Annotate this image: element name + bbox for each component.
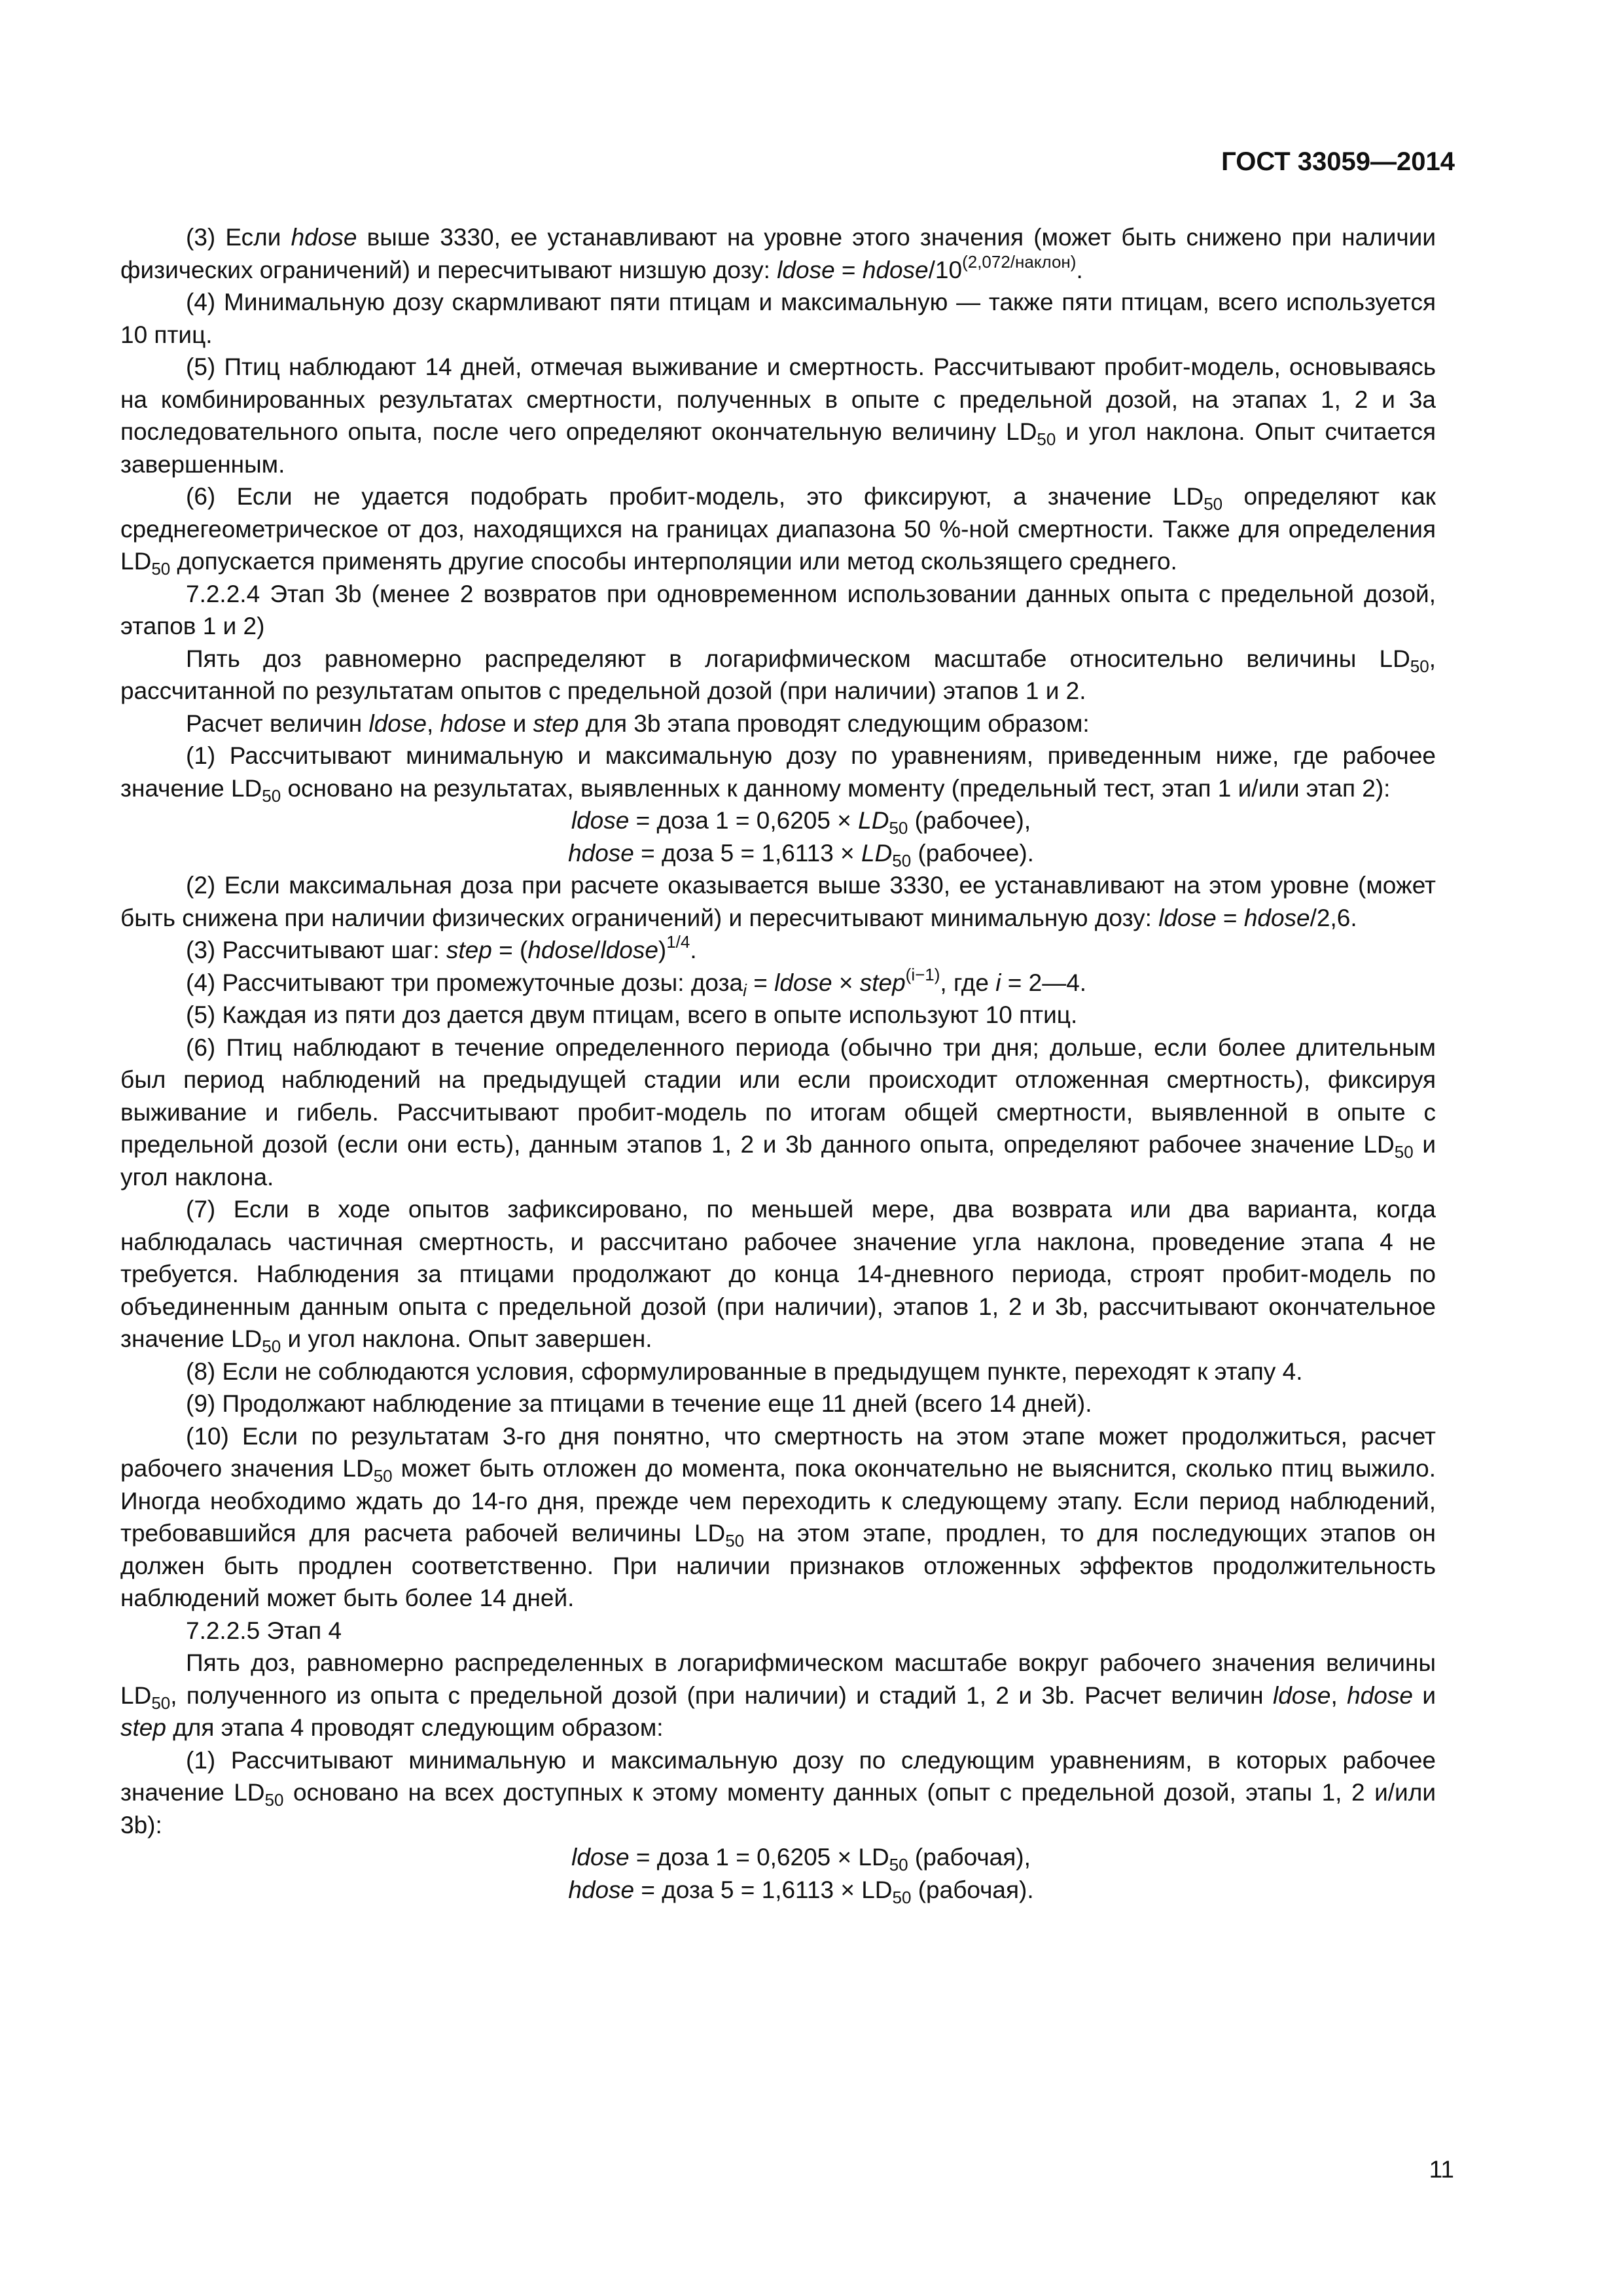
paragraph-3b-item10: (10) Если по результатам 3-го дня понятно, что смертность на этом этапе может продолжиться, расчет рабочего значения $LD_{50}$ может быть отложен до момента, пока окончательно не выяснится, сколько птиц выжило. Иногда необходимо ждать до 14-го дня, прежде чем переходить к следующему этапу. Если период наблюдений, требовавшийся для расчета рабочей величины $LD_{50}$ на этом этапе, продлен, то для последующих этапов он должен быть продлен соответственно. При наличии признаков отложенных эффектов продолжительность наблюдений может быть более 14 дней. [120,1422,1436,1611]
paragraph-3b-item9: (9) Продолжают наблюдение за птицами в течение еще 11 дней (всего 14 дней). [186,1390,1092,1417]
page-body [120,221,1436,1906]
paragraph-3b-item1: (1) Рассчитывают минимальную и максимальную дозу по уравнениям, приведенным ниже, где рабочее значение $LD_{50}$ основано на результатах, выявленных к данному моменту (предельный тест, этап 1 и/или этап 2): [120,742,1436,806]
paragraph-3b-item2: (2) Если максимальная доза при расчете оказывается выше 3330, ее устанавливают на этом уровне (может быть снижена при наличии физических ограничений) и пересчитывают минимальную дозу: ldose = hdose/2,6. [120,872,1436,931]
paragraph-step3-item4: (4) Минимальную дозу скармливают пяти птицам и максимальную — также пяти птицам, всего используется 10 птиц. [120,289,1436,348]
paragraph-3b-item7: (7) Если в ходе опытов зафиксировано, по меньшей мере, два возврата или два варианта, когда наблюдалась частичная смертность, и рассчитано рабочее значение угла наклона, проведение этапа 4 не требуется. Наблюдения за птицами продолжают до конца 14-дневного периода, строят пробит-модель по объединенным данным опыта с предельной дозой (при наличии), этапов 1, 2 и 3b, рассчитывают окончательное значение $LD_{50}$ и угол наклона. Опыт завершен. [120,1196,1436,1356]
formula-step4-ldose: ldose = доза $1 = 0,6205 \times LD_{50}$ (рабочая), [571,1844,1031,1874]
paragraph-3b-item4: (4) Рассчитывают три промежуточные дозы: доза$_i$ = ldose × step$^{(i-1)}$, где i = 2—4. [186,964,1087,1000]
document-code-header: ГОСТ 33059—2014 [1221,147,1455,176]
paragraph-3b-item3: (3) Рассчитывают шаг: step = (hdose/ldose)$^{1/4}$. [186,932,697,963]
paragraph-3b-item8: (8) Если не соблюдаются условия, сформулированные в предыдущем пункте, переходят к этапу 4. [186,1357,1303,1385]
paragraph-3b-calc-intro: Расчет величин ldose, hdose и step для 3b этапа проводят следующим образом: [186,709,1090,737]
paragraph-3b-intro: Пять доз равномерно распределяют в логарифмическом масштабе относительно величины $LD_{50}$, рассчитанной по результатам опытов с предельной дозой (при наличии) этапов 1 и 2. [120,645,1436,704]
section-heading-7-2-2-4: 7.2.2.4 Этап 3b (менее 2 возвратов при одновременном использовании данных опыта с предельной дозой, этапов 1 и 2) [120,580,1436,639]
section-heading-7-2-2-5: 7.2.2.5 Этап 4 [186,1617,342,1644]
paragraph-step3-item3: (3) Если hdose выше 3330, ее устанавливают на уровне этого значения (может быть снижено при наличии физических ограничений) и пересчитывают низшую дозу: ldose = hdose/$10^{(2,072/наклон)}$. [120,224,1436,283]
paragraph-step3-item5: (5) Птиц наблюдают 14 дней, отмечая выживание и смертность. Рассчитывают пробит-модель, основываясь на комбинированных результатах смертности, полученных в опыте с предельной дозой, на этапах 1, 2 и 3а последовательного опыта, после чего определяют окончательную величину $LD_{50}$ и угол наклона. Опыт считается завершенным. [120,353,1436,478]
paragraph-3b-item6: (6) Птиц наблюдают в течение определенного периода (обычно три дня; дольше, если более длительным был период наблюдений на предыдущей стадии или если происходит отложенная смертность), фиксируя выживание и гибель. Рассчитывают пробит-модель по итогам общей смертности, выявленной в опыте с предельной дозой (если они есть), данным этапов 1, 2 и 3b данного опыта, определяют рабочее значение $LD_{50}$ и угол наклона. [120,1033,1436,1191]
page-number: 11 [1429,2156,1454,2183]
paragraph-3b-item5: (5) Каждая из пяти доз дается двум птицам, всего в опыте используют 10 птиц. [186,1001,1078,1028]
paragraph-step3-item6: (6) Если не удается подобрать пробит-модель, это фиксируют, а значение $LD_{50}$ определяют как среднегеометрическое от доз, находящихся на границах диапазона 50 %-ной смертности. Также для определения $LD_{50}$ допускается применять другие способы интерполяции или метод скользящего среднего. [120,483,1436,579]
formula-step4-hdose: hdose = доза $5 = 1,6113 \times LD_{50}$ (рабочая). [568,1876,1034,1907]
formula-3b-ldose: ldose = доза $1 = 0,6205 \times LD_{50}$ (рабочее), [571,807,1031,838]
paragraph-step4-intro: Пять доз, равномерно распределенных в логарифмическом масштабе вокруг рабочего значения величины $LD_{50}$, полученного из опыта с предельной дозой (при наличии) и стадий 1, 2 и 3b. Расчет величин ldose, hdose и step для этапа 4 проводят следующим образом: [120,1649,1436,1741]
paragraph-step4-item1: (1) Рассчитывают минимальную и максимальную дозу по следующим уравнениям, в которых рабочее значение $LD_{50}$ основано на всех доступных к этому моменту данных (опыт с предельной дозой, этапы 1, 2 и/или 3b): [120,1746,1436,1839]
formula-3b-hdose: hdose = доза $5 = 1,6113 \times LD_{50}$ (рабочее). [568,839,1034,870]
